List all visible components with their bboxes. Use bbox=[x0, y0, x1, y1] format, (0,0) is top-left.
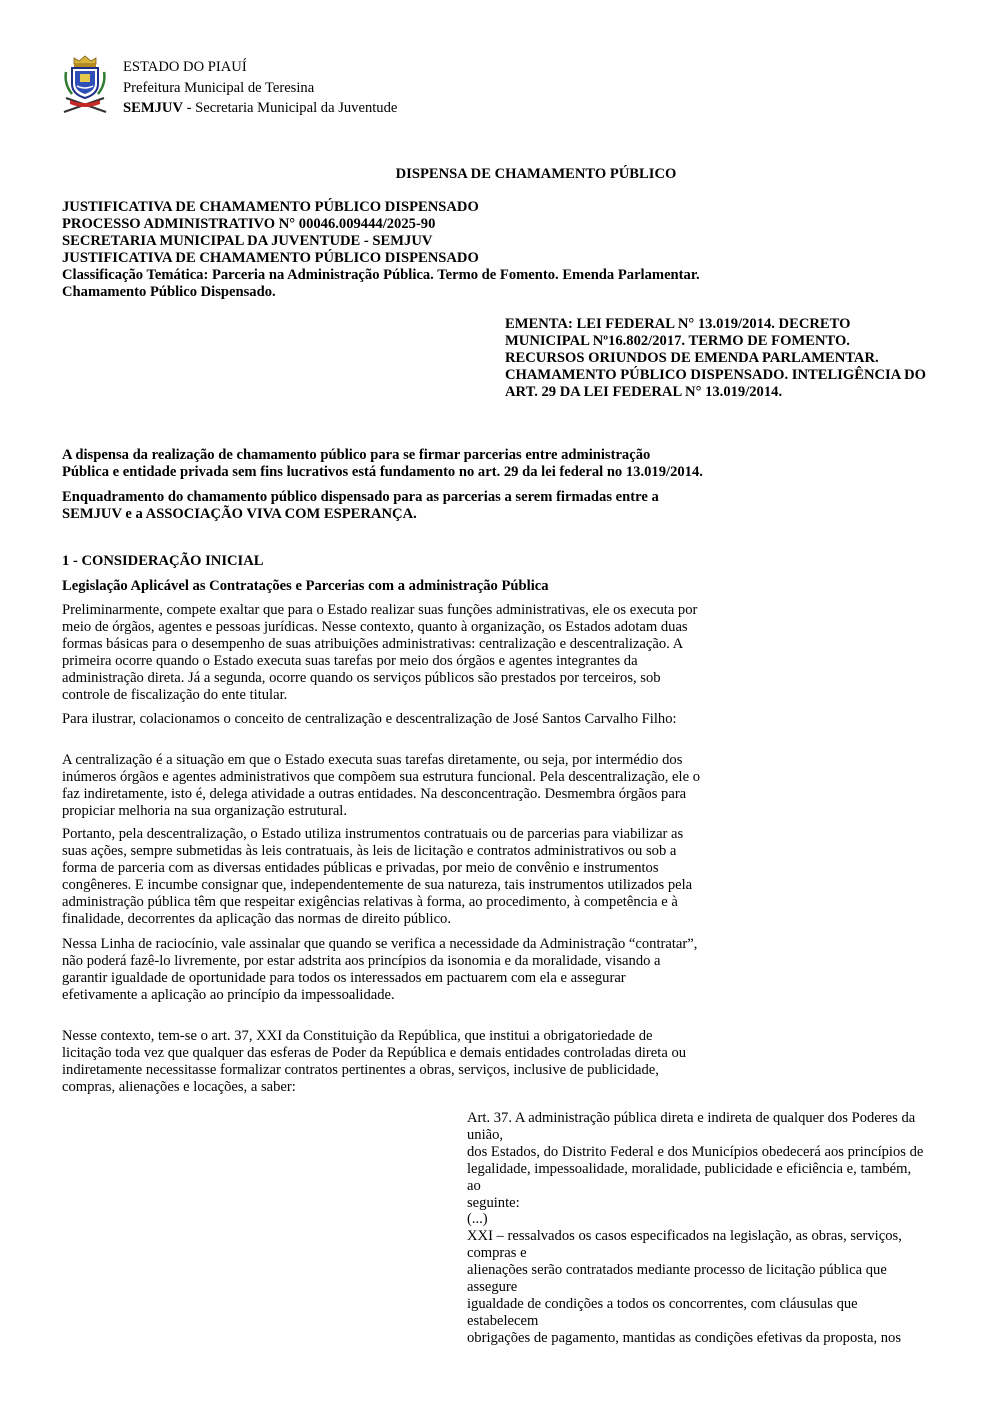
ementa-line: EMENTA: LEI FEDERAL N° 13.019/2014. DECRETO bbox=[505, 316, 851, 332]
section-heading: 1 - CONSIDERAÇÃO INICIAL bbox=[62, 553, 264, 569]
process-line: JUSTIFICATIVA DE CHAMAMENTO PÚBLICO DISPENSADO bbox=[62, 250, 479, 266]
header-state: ESTADO DO PIAUÍ bbox=[123, 59, 247, 75]
paragraph-nessa-linha: Nessa Linha de raciocínio, vale assinalar que quando se verifica a necessidade da Administração “contratar”, não poderá fazê-lo livremente, por estar adstrita aos princípios da isonomia e da moralidade, visando a garantir igualdade de oportunidade para todos os interessados em pactuarem com ela e assegurar efetivamente a aplicação ao princípio da impessoalidade. bbox=[62, 936, 698, 1003]
ementa-block bbox=[505, 316, 955, 401]
paragraph-ilustrar: Para ilustrar, colacionamos o conceito de centralização e descentralização de José Santos Carvalho Filho: bbox=[62, 711, 677, 727]
ementa-line: ART. 29 DA LEI FEDERAL N° 13.019/2014. bbox=[505, 384, 783, 400]
intro-paragraph-enquadramento: Enquadramento do chamamento público dispensado para as parcerias a serem firmadas entre a SEMJUV e a ASSOCIAÇÃO VIVA COM ESPERANÇA. bbox=[62, 489, 659, 522]
intro-paragraph-dispensa: A dispensa da realização de chamamento público para se firmar parcerias entre administração Pública e entidade privada sem fins lucrativos está fundamento no art. 29 da lei federal no 13.019/2014. bbox=[62, 447, 703, 480]
process-line: JUSTIFICATIVA DE CHAMAMENTO PÚBLICO DISPENSADO bbox=[62, 199, 479, 215]
header-semjuv-abbr: SEMJUV bbox=[123, 100, 183, 116]
process-line: Classificação Temática: Parceria na Administração Pública. Termo de Fomento. Emenda Parlamentar. bbox=[62, 267, 700, 283]
header-secretaria bbox=[123, 98, 397, 119]
paragraph-preliminarmente: Preliminarmente, compete exaltar que para o Estado realizar suas funções administrativas, ele os executa por meio de órgãos, agentes e pessoas jurídicas. Nesse contexto, quanto à organização, os Estados adotam duas formas básicas para o desempenho de suas atribuições administrativas: centralização e descentralização. A primeira ocorre quando o Estado executa suas tarefas por meio dos órgãos e agentes integrantes da administração direta. Já a segunda, ocorre quando os serviços públicos são prestados por terceiros, sob controle de fiscalização do ente titular. bbox=[62, 602, 698, 703]
section-subheading: Legislação Aplicável as Contratações e Parcerias com a administração Pública bbox=[62, 578, 549, 594]
process-line: SECRETARIA MUNICIPAL DA JUVENTUDE - SEMJUV bbox=[62, 233, 433, 249]
ementa-line: MUNICIPAL Nº16.802/2017. TERMO DE FOMENTO. bbox=[505, 333, 850, 349]
process-line: Chamamento Público Dispensado. bbox=[62, 284, 276, 300]
paragraph-centralizacao: A centralização é a situação em que o Estado executa suas tarefas diretamente, ou seja, por intermédio dos inúmeros órgãos e agentes administrativos que compõem sua estrutura funcional. Pela descentralização, ele o faz indiretamente, isto é, delega atividade a outras entidades. Na desconcentração. Desmembra órgãos para propiciar melhoria na sua organização estrutural. bbox=[62, 752, 700, 819]
header-prefeitura: Prefeitura Municipal de Teresina bbox=[123, 79, 315, 96]
ementa-line: CHAMAMENTO PÚBLICO DISPENSADO. INTELIGÊNCIA DO bbox=[505, 367, 926, 383]
process-line: PROCESSO ADMINISTRATIVO N° 00046.009444/2025-90 bbox=[62, 216, 436, 232]
process-block bbox=[62, 199, 782, 301]
paragraph-nesse-contexto: Nesse contexto, tem-se o art. 37, XXI da Constituição da República, que institui a obrigatoriedade de licitação toda vez que qualquer das esferas de Poder da República e demais entidades controladas direta ou indiretamente necessitasse formalizar contratos pertinentes a obras, serviços, inclusive de publicidade, compras, alienações e locações, a saber: bbox=[62, 1028, 687, 1095]
header-semjuv-name: - Secretaria Municipal da Juventude bbox=[183, 100, 398, 116]
page-title: DISPENSA DE CHAMAMENTO PÚBLICO bbox=[395, 166, 677, 182]
paragraph-portanto: Portanto, pela descentralização, o Estado utiliza instrumentos contratuais ou de parcerias para viabilizar as suas ações, sempre submetidas às leis contratuais, às leis de licitação e contratos administrativos ou sob a forma de parceria com as diversas entidades públicas e privadas, por meio de convênio e instrumentos congêneres. E incumbe consignar que, independentemente de sua natureza, tais instrumentos utilizados pela administração pública têm que respeitar exigências relativas à forma, ao procedimento, à competência e à finalidade, decorrentes da aplicação das normas de direito público. bbox=[62, 826, 693, 927]
coat-of-arms-logo bbox=[60, 54, 110, 116]
article-37-quote: Art. 37. A administração pública direta e indireta de qualquer dos Poderes da união, dos Estados, do Distrito Federal e dos Municípios obedecerá aos princípios de legalidade, impessoalidade, moralidade, publicidade e eficiência e, também, ao seguinte: (...) XXI – ressalvados os casos especificados na legislação, as obras, serviços, compras e alienações serão contratados mediante processo de licitação pública que assegure igualdade de condições a todos os concorrentes, com cláusulas que estabelecem obrigações de pagamento, mantidas as condições efetivas da proposta, nos bbox=[467, 1110, 924, 1346]
ementa-line: RECURSOS ORIUNDOS DE EMENDA PARLAMENTAR. bbox=[505, 350, 879, 366]
